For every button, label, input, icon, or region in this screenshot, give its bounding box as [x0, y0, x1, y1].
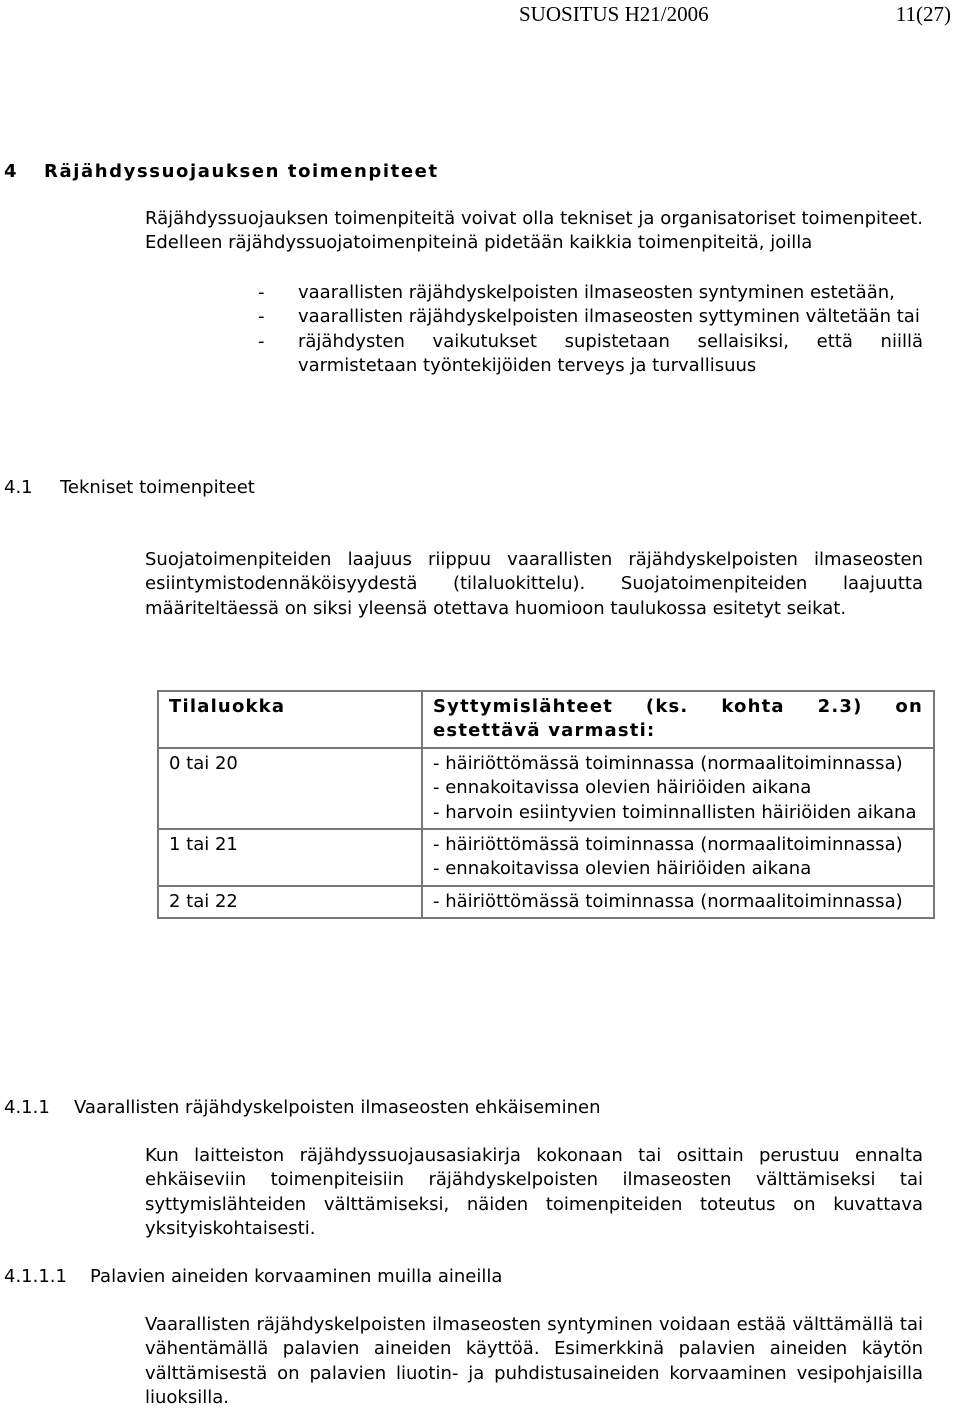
section-4-1-1-title: Vaarallisten räjähdyskelpoisten ilmaseosten ehkäiseminen: [74, 1097, 601, 1118]
requirement-item: - ennakoitavissa olevien häiriöiden aikana: [433, 858, 812, 880]
table-row: [158, 886, 934, 918]
section-4-number: 4: [4, 161, 19, 182]
section-4-1-1-number: 4.1.1: [4, 1097, 50, 1118]
section-4-1-title: Tekniset toimenpiteet: [60, 477, 255, 498]
list-item-text: vaarallisten räjähdyskelpoisten ilmaseosten syntyminen estetään,: [298, 282, 895, 303]
section-4-1-1-1-paragraph: Vaarallisten räjähdyskelpoisten ilmaseosten syntyminen voidaan estää välttämällä tai vähentämällä palavien aineiden käyttöä. Esimerkkinä palavien aineiden käytön välttämisestä on palavien liuotin- ja puhdistusaineiden korvaaminen vesipohjaisilla liuoksilla.: [145, 1314, 923, 1409]
list-dash: -: [258, 306, 265, 328]
section-4-title: Räjähdyssuojauksen toimenpiteet: [44, 161, 439, 182]
page-header: [519, 0, 951, 30]
list-item-text: räjähdysten vaikutukset supistetaan sellaisiksi, että niillä varmistetaan työntekijöiden terveys ja turvallisuus: [298, 330, 923, 377]
section-4-list: [258, 281, 923, 379]
section-4-1-number: 4.1: [4, 477, 33, 498]
zone-requirements-table: [157, 690, 935, 919]
list-dash: -: [258, 282, 265, 303]
list-item: [258, 305, 923, 329]
section-4-intro: Räjähdyssuojauksen toimenpiteitä voivat olla tekniset ja organisatoriset toimenpiteet. Edelleen räjähdyssuojatoimenpiteinä pidetään kaikkia toimenpiteitä, joilla: [145, 208, 923, 254]
zone-cell: 0 tai 20: [158, 748, 422, 829]
requirement-item: - harvoin esiintyvien toiminnallisten häiriöiden aikana: [433, 801, 917, 823]
table-header-zone: Tilaluokka: [158, 691, 422, 748]
list-dash: -: [258, 330, 265, 352]
requirement-cell: [422, 748, 934, 829]
requirement-item: - häiriöttömässä toiminnassa (normaalitoiminnassa): [433, 890, 903, 912]
table-row: [158, 748, 934, 829]
requirement-item: - ennakoitavissa olevien häiriöiden aikana: [433, 777, 812, 799]
requirement-cell: [422, 886, 934, 918]
zone-cell: 2 tai 22: [158, 886, 422, 918]
list-item-text: vaarallisten räjähdyskelpoisten ilmaseosten syttyminen vältetään tai: [298, 306, 920, 328]
page-number: 11(27): [895, 2, 951, 26]
section-4-1-1-paragraph: Kun laitteiston räjähdyssuojausasiakirja kokonaan tai osittain perustuu ennalta ehkäiseviin toimenpiteisiin räjähdyskelpoisten ilmaseosten välttämiseksi tai syttymislähteiden välttämiseksi, näiden toimenpiteiden toteutus on kuvattava yksityiskohtaisesti.: [145, 1145, 923, 1240]
requirement-item: - häiriöttömässä toiminnassa (normaalitoiminnassa): [433, 834, 903, 856]
table-row: [158, 829, 934, 886]
list-item: [258, 330, 923, 379]
table-header-row: [158, 691, 934, 748]
table-header-requirement: Syttymislähteet (ks. kohta 2.3) on estettävä varmasti:: [422, 691, 934, 748]
section-4-1-1-1-number: 4.1.1.1: [4, 1266, 67, 1287]
requirement-cell: [422, 829, 934, 886]
list-item: [258, 281, 923, 305]
document-id: SUOSITUS H21/2006: [519, 2, 709, 26]
requirement-item: - häiriöttömässä toiminnassa (normaalitoiminnassa): [433, 752, 903, 774]
section-4-1-1-1-title: Palavien aineiden korvaaminen muilla aineilla: [90, 1266, 503, 1287]
section-4-1-paragraph: Suojatoimenpiteiden laajuus riippuu vaarallisten räjähdyskelpoisten ilmaseosten esiintymistodennäköisyydestä (tilaluokittelu). Suojatoimenpiteiden laajuutta määriteltäessä on siksi yleensä otettava huomioon taulukossa esitetyt seikat.: [145, 549, 923, 619]
zone-cell: 1 tai 21: [158, 829, 422, 886]
